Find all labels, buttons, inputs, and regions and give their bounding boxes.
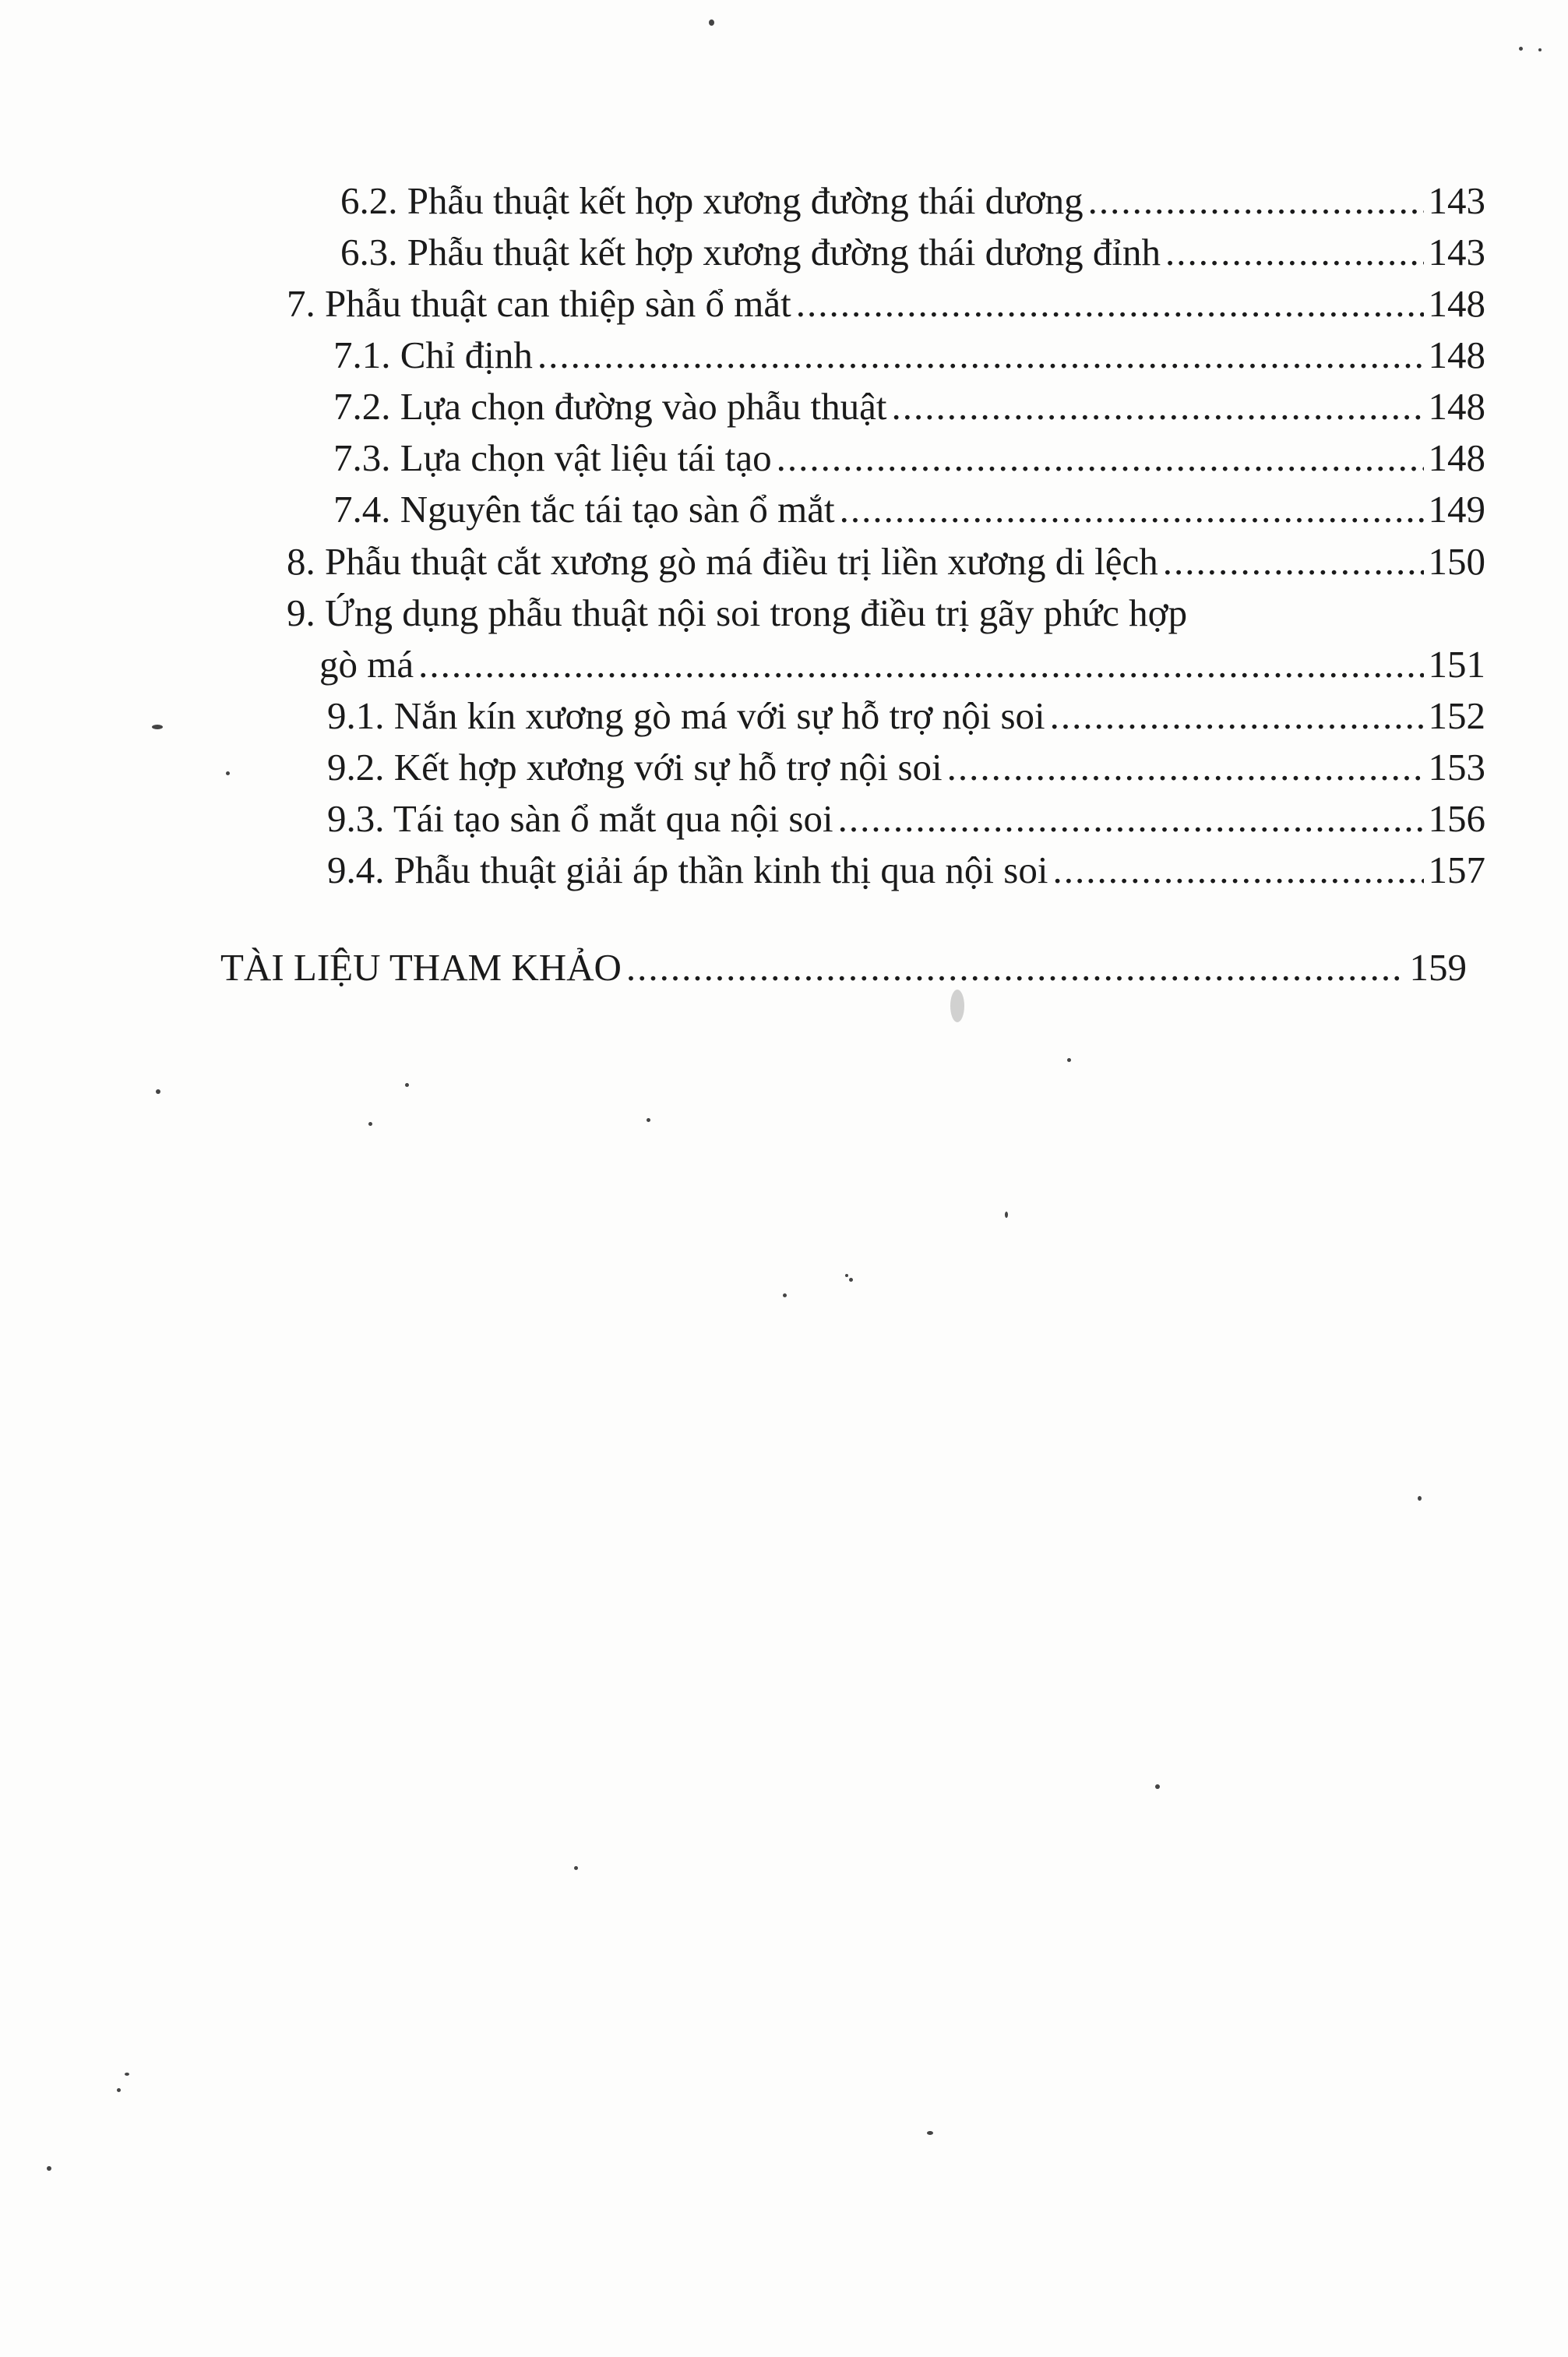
toc-entry-title: 6.2. Phẫu thuật kết hợp xương đường thái dương — [340, 179, 1084, 222]
dot-leader — [1163, 542, 1424, 580]
toc-entry-title: 7.2. Lựa chọn đường vào phẫu thuật — [333, 385, 887, 428]
dot-leader — [1088, 182, 1424, 220]
scan-speck — [1067, 1058, 1071, 1062]
dot-leader — [891, 387, 1423, 425]
dot-leader — [1165, 233, 1424, 271]
scan-speck — [783, 1293, 787, 1297]
dot-leader — [1050, 697, 1424, 735]
scan-smudge — [950, 990, 964, 1022]
toc-entry-6-2[interactable] — [340, 179, 1485, 222]
toc-entry-title: gò má — [319, 643, 414, 686]
scan-speck — [574, 1866, 578, 1870]
toc-entry-page: 153 — [1428, 746, 1485, 789]
toc-entry-page: 148 — [1428, 282, 1485, 325]
toc-entry-9-4[interactable] — [327, 851, 1485, 889]
toc-entry-page: 152 — [1428, 694, 1485, 737]
toc-entry-page: 148 — [1428, 333, 1485, 376]
toc-entry-title: 7.3. Lựa chọn vật liệu tái tạo — [333, 436, 772, 479]
scan-speck — [1155, 1784, 1160, 1789]
scan-speck — [125, 2073, 129, 2076]
scan-speck — [117, 2088, 121, 2092]
scan-speck — [47, 2166, 51, 2171]
dot-leader — [838, 799, 1424, 838]
scan-speck — [368, 1122, 372, 1126]
scan-speck — [405, 1083, 409, 1087]
toc-entry-page: 148 — [1428, 436, 1485, 479]
scan-speck — [226, 771, 230, 775]
toc-entry-page: 151 — [1428, 643, 1485, 686]
scan-speck — [1005, 1212, 1008, 1218]
toc-entry-9-3[interactable] — [327, 799, 1485, 838]
scan-speck — [845, 1274, 848, 1277]
dot-leader — [777, 439, 1424, 477]
toc-entry-title: 6.3. Phẫu thuật kết hợp xương đường thái dương đỉnh — [340, 231, 1161, 273]
toc-entry-title: 9.2. Kết hợp xương với sự hỗ trợ nội soi — [327, 746, 943, 789]
toc-entry-7-3[interactable] — [333, 436, 1485, 479]
toc-entry-9-2[interactable] — [327, 746, 1485, 789]
toc-entry-title: 7. Phẫu thuật can thiệp sàn ổ mắt — [287, 282, 791, 325]
toc-entry-references[interactable] — [220, 946, 1467, 989]
dot-leader — [418, 645, 1423, 683]
scan-speck — [1418, 1496, 1422, 1501]
toc-entry-page: 149 — [1428, 488, 1485, 531]
toc-entry-9[interactable] — [319, 643, 1485, 686]
toc-entry-9-1[interactable] — [327, 694, 1485, 737]
scan-speck — [156, 1089, 160, 1094]
toc-entry-page: 148 — [1428, 385, 1485, 428]
scan-speck — [927, 2131, 933, 2135]
toc-entry-7-4[interactable] — [333, 488, 1485, 531]
dot-leader — [796, 284, 1424, 323]
dot-leader — [626, 948, 1405, 986]
scan-speck — [1519, 47, 1523, 51]
toc-entry-8[interactable] — [287, 540, 1485, 583]
dot-leader — [537, 336, 1424, 374]
toc-entry-7-1[interactable] — [333, 333, 1485, 376]
scan-speck — [152, 725, 163, 729]
toc-entry-page: 143 — [1428, 231, 1485, 273]
toc-entry-page: 156 — [1428, 797, 1485, 840]
toc-entry-title: TÀI LIỆU THAM KHẢO — [220, 946, 622, 989]
toc-entry-page: 157 — [1428, 849, 1485, 891]
toc-entry-title: 7.4. Nguyên tắc tái tạo sàn ổ mắt — [333, 488, 835, 531]
toc-entry-page: 150 — [1428, 540, 1485, 583]
toc-entry-title: 7.1. Chỉ định — [333, 333, 533, 376]
toc-entry-6-3[interactable] — [340, 233, 1485, 271]
dot-leader — [947, 748, 1424, 786]
toc-entry-title: 9.1. Nắn kín xương gò má với sự hỗ trợ nội soi — [327, 694, 1045, 737]
scan-speck — [1538, 48, 1542, 51]
toc-entry-7[interactable] — [287, 284, 1485, 323]
toc-entry-9-heading[interactable]: 9. Ứng dụng phẫu thuật nội soi trong điều trị gãy phức hợp — [287, 591, 1188, 634]
dot-leader — [1052, 851, 1423, 889]
dot-leader — [840, 490, 1424, 528]
toc-entry-page: 159 — [1409, 946, 1467, 989]
toc-entry-title: 9.3. Tái tạo sàn ổ mắt qua nội soi — [327, 797, 833, 840]
toc-entry-page: 143 — [1428, 179, 1485, 222]
toc-entry-title: 8. Phẫu thuật cắt xương gò má điều trị liền xương di lệch — [287, 540, 1158, 583]
scan-speck — [709, 19, 714, 26]
toc-entry-7-2[interactable] — [333, 385, 1485, 428]
scan-speck — [849, 1278, 853, 1282]
toc-entry-title: 9.4. Phẫu thuật giải áp thần kinh thị qua nội soi — [327, 849, 1048, 891]
scan-speck — [647, 1118, 650, 1122]
